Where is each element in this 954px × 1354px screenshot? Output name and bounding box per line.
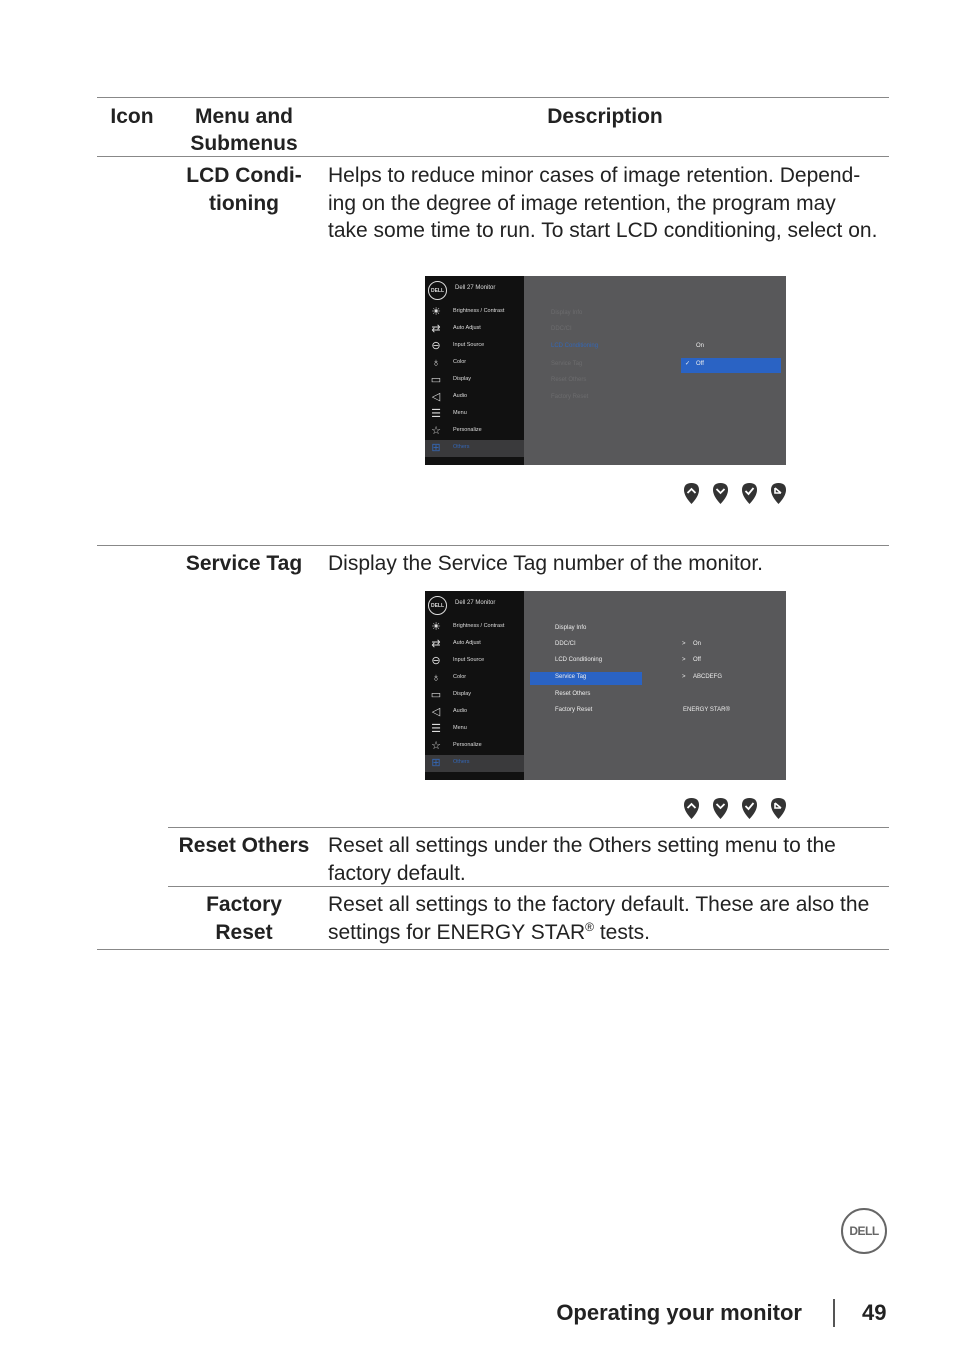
brightness-icon: ☀	[431, 621, 441, 633]
chevron-right-icon: >	[682, 674, 686, 680]
osd-menu-label: Display	[453, 376, 472, 382]
chevron-right-icon: >	[682, 641, 686, 647]
osd-menu-label: Brightness / Contrast	[453, 623, 505, 629]
osd-menu-label: Others	[453, 759, 470, 765]
dell-logo: DELL	[428, 281, 447, 300]
osd-menu-item	[425, 653, 524, 670]
osd-menu-item	[425, 355, 524, 372]
menu-lcd-conditioning: LCD Condi-tioning	[186, 164, 302, 215]
osd-menu-item	[425, 338, 524, 355]
osd-menu-item	[425, 636, 524, 653]
osd-sidebar	[425, 591, 524, 780]
color-icon: ♁	[431, 357, 441, 369]
osd-menu-item	[425, 321, 524, 338]
back-icon	[768, 796, 789, 821]
osd-menu-label: Brightness / Contrast	[453, 308, 505, 314]
auto-adjust-icon: ⇄	[431, 638, 441, 650]
osd-menu-item	[425, 440, 524, 457]
osd-menu-label: Personalize	[453, 427, 482, 433]
osd-menu-label: Display	[453, 691, 472, 697]
osd-menu-label: Input Source	[453, 657, 485, 663]
osd-menu-item	[425, 372, 524, 389]
menu-factory-reset: Factory Reset	[206, 893, 282, 944]
back-icon	[768, 481, 789, 506]
osd-menu-label: Others	[453, 444, 470, 450]
input-source-icon: ⊖	[431, 655, 441, 667]
brightness-icon: ☀	[431, 306, 441, 318]
osd-menu-label: Color	[453, 674, 467, 680]
display-icon: ▭	[430, 689, 442, 701]
header-icon: Icon	[110, 105, 154, 128]
osd-menu-label: Auto Adjust	[453, 325, 481, 331]
osd-sub-ddc: DDC/CI	[551, 326, 572, 332]
check-icon	[739, 481, 760, 506]
osd-menu-label: Personalize	[453, 742, 482, 748]
osd-menu-item	[425, 406, 524, 423]
menu-service-tag: Service Tag	[185, 552, 303, 575]
osd-menu-item	[425, 738, 524, 755]
checkmark-icon: ✓	[685, 361, 691, 367]
osd-sub-lcd: LCD Conditioning	[555, 657, 603, 663]
osd-title: Dell 27 Monitor	[455, 285, 496, 291]
others-icon: ⊞	[431, 757, 441, 769]
desc-lcd-conditioning: Helps to reduce minor cases of image retention. Depend-ing on the degree of image retention, the program may take some time to run. To start LCD conditioning, select on.	[328, 164, 878, 242]
osd-menu-item	[425, 670, 524, 687]
osd-val-energy-star: ENERGY STAR®	[683, 707, 730, 713]
others-icon: ⊞	[431, 442, 441, 454]
osd-sub-reset-others: Reset Others	[555, 691, 591, 697]
osd-val-service-tag: ABCDEFG	[693, 674, 723, 680]
audio-icon: ◁	[431, 706, 441, 718]
menu-reset-others: Reset Others	[178, 834, 310, 857]
osd-menu-item	[425, 704, 524, 721]
osd-menu-label: Audio	[453, 393, 468, 399]
color-icon: ♁	[431, 672, 441, 684]
osd-sub-service-tag: Service Tag	[555, 674, 587, 680]
footer-separator	[833, 1299, 835, 1327]
osd-menu-item	[425, 304, 524, 321]
osd-menu-item	[425, 721, 524, 738]
nav-buttons-1	[681, 481, 789, 506]
osd-sub-ddc: DDC/CI	[555, 641, 576, 647]
osd-menu-label: Input Source	[453, 342, 485, 348]
osd-opt-off: Off	[696, 361, 704, 367]
page-number: 49	[862, 1300, 887, 1325]
header-menu: Menu and Submenus	[190, 105, 298, 155]
osd-menu-item	[425, 423, 524, 440]
chevron-right-icon: >	[682, 657, 686, 663]
desc-service-tag: Display the Service Tag number of the monitor.	[328, 552, 764, 575]
input-source-icon: ⊖	[431, 340, 441, 352]
dell-logo: DELL	[428, 596, 447, 615]
up-icon	[681, 481, 702, 506]
osd-opt-on: On	[696, 343, 705, 349]
menu-icon: ☰	[431, 723, 441, 735]
osd-sub-lcd: LCD Conditioning	[551, 343, 599, 349]
osd-menu-label: Menu	[453, 725, 467, 731]
osd-sidebar	[425, 276, 524, 465]
osd-lcd-screenshot	[425, 276, 786, 465]
desc-factory-reset: Reset all settings to the factory default. These are also the settings for ENERGY STAR® tests.	[328, 893, 870, 944]
audio-icon: ◁	[431, 391, 441, 403]
osd-title: Dell 27 Monitor	[455, 600, 496, 606]
down-icon	[710, 796, 731, 821]
menu-icon: ☰	[431, 408, 441, 420]
up-icon	[681, 796, 702, 821]
personalize-icon: ☆	[431, 740, 441, 752]
osd-menu-label: Color	[453, 359, 467, 365]
osd-menu-item	[425, 687, 524, 704]
auto-adjust-icon: ⇄	[431, 323, 441, 335]
check-icon	[739, 796, 760, 821]
display-icon: ▭	[430, 374, 442, 386]
osd-sub-factory-reset: Factory Reset	[551, 394, 589, 400]
header-description: Description	[547, 105, 663, 128]
footer-section-title: Operating your monitor	[556, 1300, 802, 1325]
down-icon	[710, 481, 731, 506]
osd-val-ddc: On	[693, 641, 702, 647]
osd-menu-item	[425, 619, 524, 636]
dell-logo: DELL	[841, 1208, 887, 1254]
osd-sub-display-info: Display Info	[555, 625, 587, 631]
osd-sub-factory-reset: Factory Reset	[555, 707, 593, 713]
osd-menu-label: Auto Adjust	[453, 640, 481, 646]
osd-menu-item	[425, 389, 524, 406]
osd-menu-label: Menu	[453, 410, 467, 416]
osd-sub-reset-others: Reset Others	[551, 377, 587, 383]
osd-val-lcd: Off	[693, 657, 701, 663]
osd-service-tag-screenshot	[425, 591, 786, 780]
osd-sub-display-info: Display Info	[551, 310, 583, 316]
osd-menu-label: Audio	[453, 708, 468, 714]
nav-buttons-2	[681, 796, 789, 821]
desc-reset-others: Reset all settings under the Others setting menu to the factory default.	[328, 834, 836, 885]
personalize-icon: ☆	[431, 425, 441, 437]
osd-menu-item	[425, 755, 524, 772]
osd-sub-service-tag: Service Tag	[551, 361, 583, 367]
